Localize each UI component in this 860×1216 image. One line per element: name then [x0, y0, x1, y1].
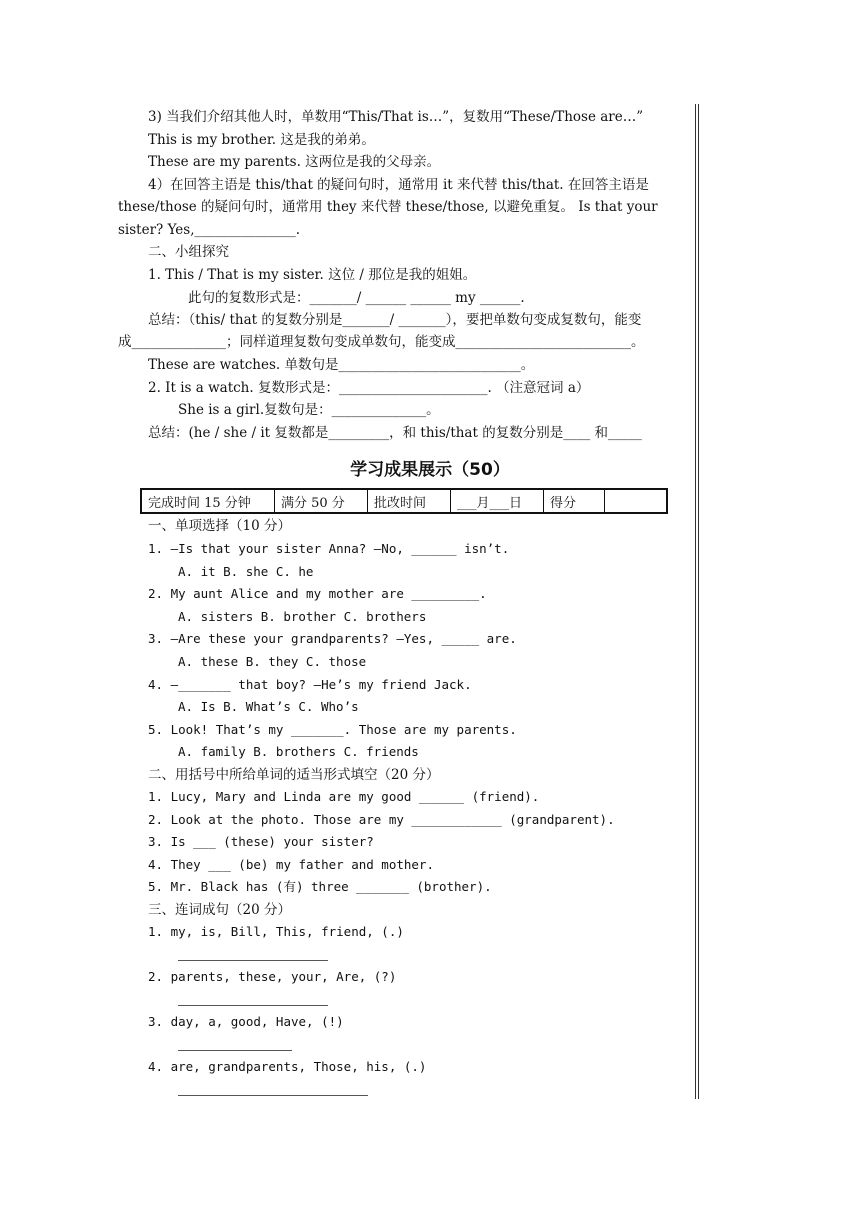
- score-value-cell[interactable]: [605, 489, 668, 513]
- part1-heading: 一、单项选择（10 分）: [148, 518, 291, 534]
- summary-1-line2: 成______________；同样道理复数句变成单数句，能变成__________________________。: [118, 334, 645, 350]
- right-border-rule-inner: [698, 104, 699, 1099]
- part3-heading: 三、连词成句（20 分）: [148, 902, 291, 918]
- full-score-cell: 满分 50 分: [275, 489, 368, 513]
- watches-sentence: These are watches. 单数句是___________________________。: [148, 357, 535, 373]
- answer-line-3[interactable]: [178, 1050, 292, 1051]
- answer-line-1[interactable]: [178, 960, 328, 961]
- part3-question-2: 2. parents, these, your, Are, (?): [148, 969, 397, 984]
- note-4-line1: 4）在回答主语是 this/that 的疑问句时，通常用 it 来代替 this/that. 在回答主语是: [148, 177, 649, 193]
- answer-line-4[interactable]: [178, 1095, 368, 1096]
- group-plural-form: 此句的复数形式是：_______/ ______ ______ my ______.: [188, 290, 525, 306]
- part3-question-4: 4. are, grandparents, Those, his, (.): [148, 1059, 427, 1074]
- grading-time-cell: 批改时间: [368, 489, 451, 513]
- part2-question-3: 3. Is ___ (these) your sister?: [148, 834, 374, 849]
- part1-question-4: 4. —_______ that boy? —He’s my friend Jack.: [148, 677, 472, 692]
- part2-heading: 二、用括号中所给单词的适当形式填空（20 分）: [148, 767, 440, 783]
- example-parents: These are my parents. 这两位是我的父母亲。: [148, 154, 441, 170]
- part3-question-3: 3. day, a, good, Have, (!): [148, 1014, 344, 1029]
- part2-question-4: 4. They ___ (be) my father and mother.: [148, 857, 434, 872]
- part1-question-3: 3. —Are these your grandparents? —Yes, _____ are.: [148, 631, 517, 646]
- part2-question-1: 1. Lucy, Mary and Linda are my good ______ (friend).: [148, 789, 540, 804]
- note-4-line3: sister? Yes,_______________.: [118, 222, 301, 238]
- answer-line-2[interactable]: [178, 1005, 328, 1006]
- completion-time-cell: 完成时间 15 分钟: [141, 489, 275, 513]
- part1-options-2: A. sisters B. brother C. brothers: [178, 609, 427, 624]
- date-cell: ___月___日: [451, 489, 544, 513]
- group-heading: 二、小组探究: [148, 244, 229, 260]
- section-title: 学习成果展示（50）: [350, 460, 510, 480]
- score-info-table: [140, 488, 668, 514]
- part1-options-5: A. family B. brothers C. friends: [178, 744, 419, 759]
- note-3: 3) 当我们介绍其他人时，单数用“This/That is…”，复数用“These/Those are…”: [148, 109, 644, 125]
- part2-question-5: 5. Mr. Black has (有) three _______ (brother).: [148, 879, 492, 894]
- summary-1-line1: 总结：（this/ that 的复数分别是_______/ _______），要把单数句变成复数句，能变: [148, 312, 642, 328]
- part1-question-5: 5. Look! That’s my _______. Those are my parents.: [148, 722, 517, 737]
- part1-options-3: A. these B. they C. those: [178, 654, 367, 669]
- part1-question-2: 2. My aunt Alice and my mother are _________.: [148, 586, 487, 601]
- part3-question-1: 1. my, is, Bill, This, friend, (.): [148, 924, 404, 939]
- part1-options-4: A. Is B. What’s C. Who’s: [178, 699, 359, 714]
- part2-question-2: 2. Look at the photo. Those are my ____________ (grandparent).: [148, 812, 615, 827]
- summary-2: 总结：(he / she / it 复数都是_________，和 this/that 的复数分别是____ 和_____: [148, 425, 642, 441]
- group-sentence-1: 1. This / That is my sister. 这位 / 那位是我的姐姐。: [148, 267, 477, 283]
- group-sentence-2: 2. It is a watch. 复数形式是：______________________. （注意冠词 a）: [148, 380, 590, 396]
- note-4-line2: these/those 的疑问句时，通常用 they 来代替 these/those, 以避免重复。 Is that your: [118, 199, 658, 215]
- girl-sentence: She is a girl.复数句是：______________。: [178, 402, 440, 418]
- part1-question-1: 1. —Is that your sister Anna? —No, ______ isn’t.: [148, 541, 510, 556]
- example-brother: This is my brother. 这是我的弟弟。: [148, 132, 375, 148]
- score-label-cell: 得分: [544, 489, 605, 513]
- right-border-rule: [695, 104, 696, 1099]
- part1-options-1: A. it B. she C. he: [178, 564, 314, 579]
